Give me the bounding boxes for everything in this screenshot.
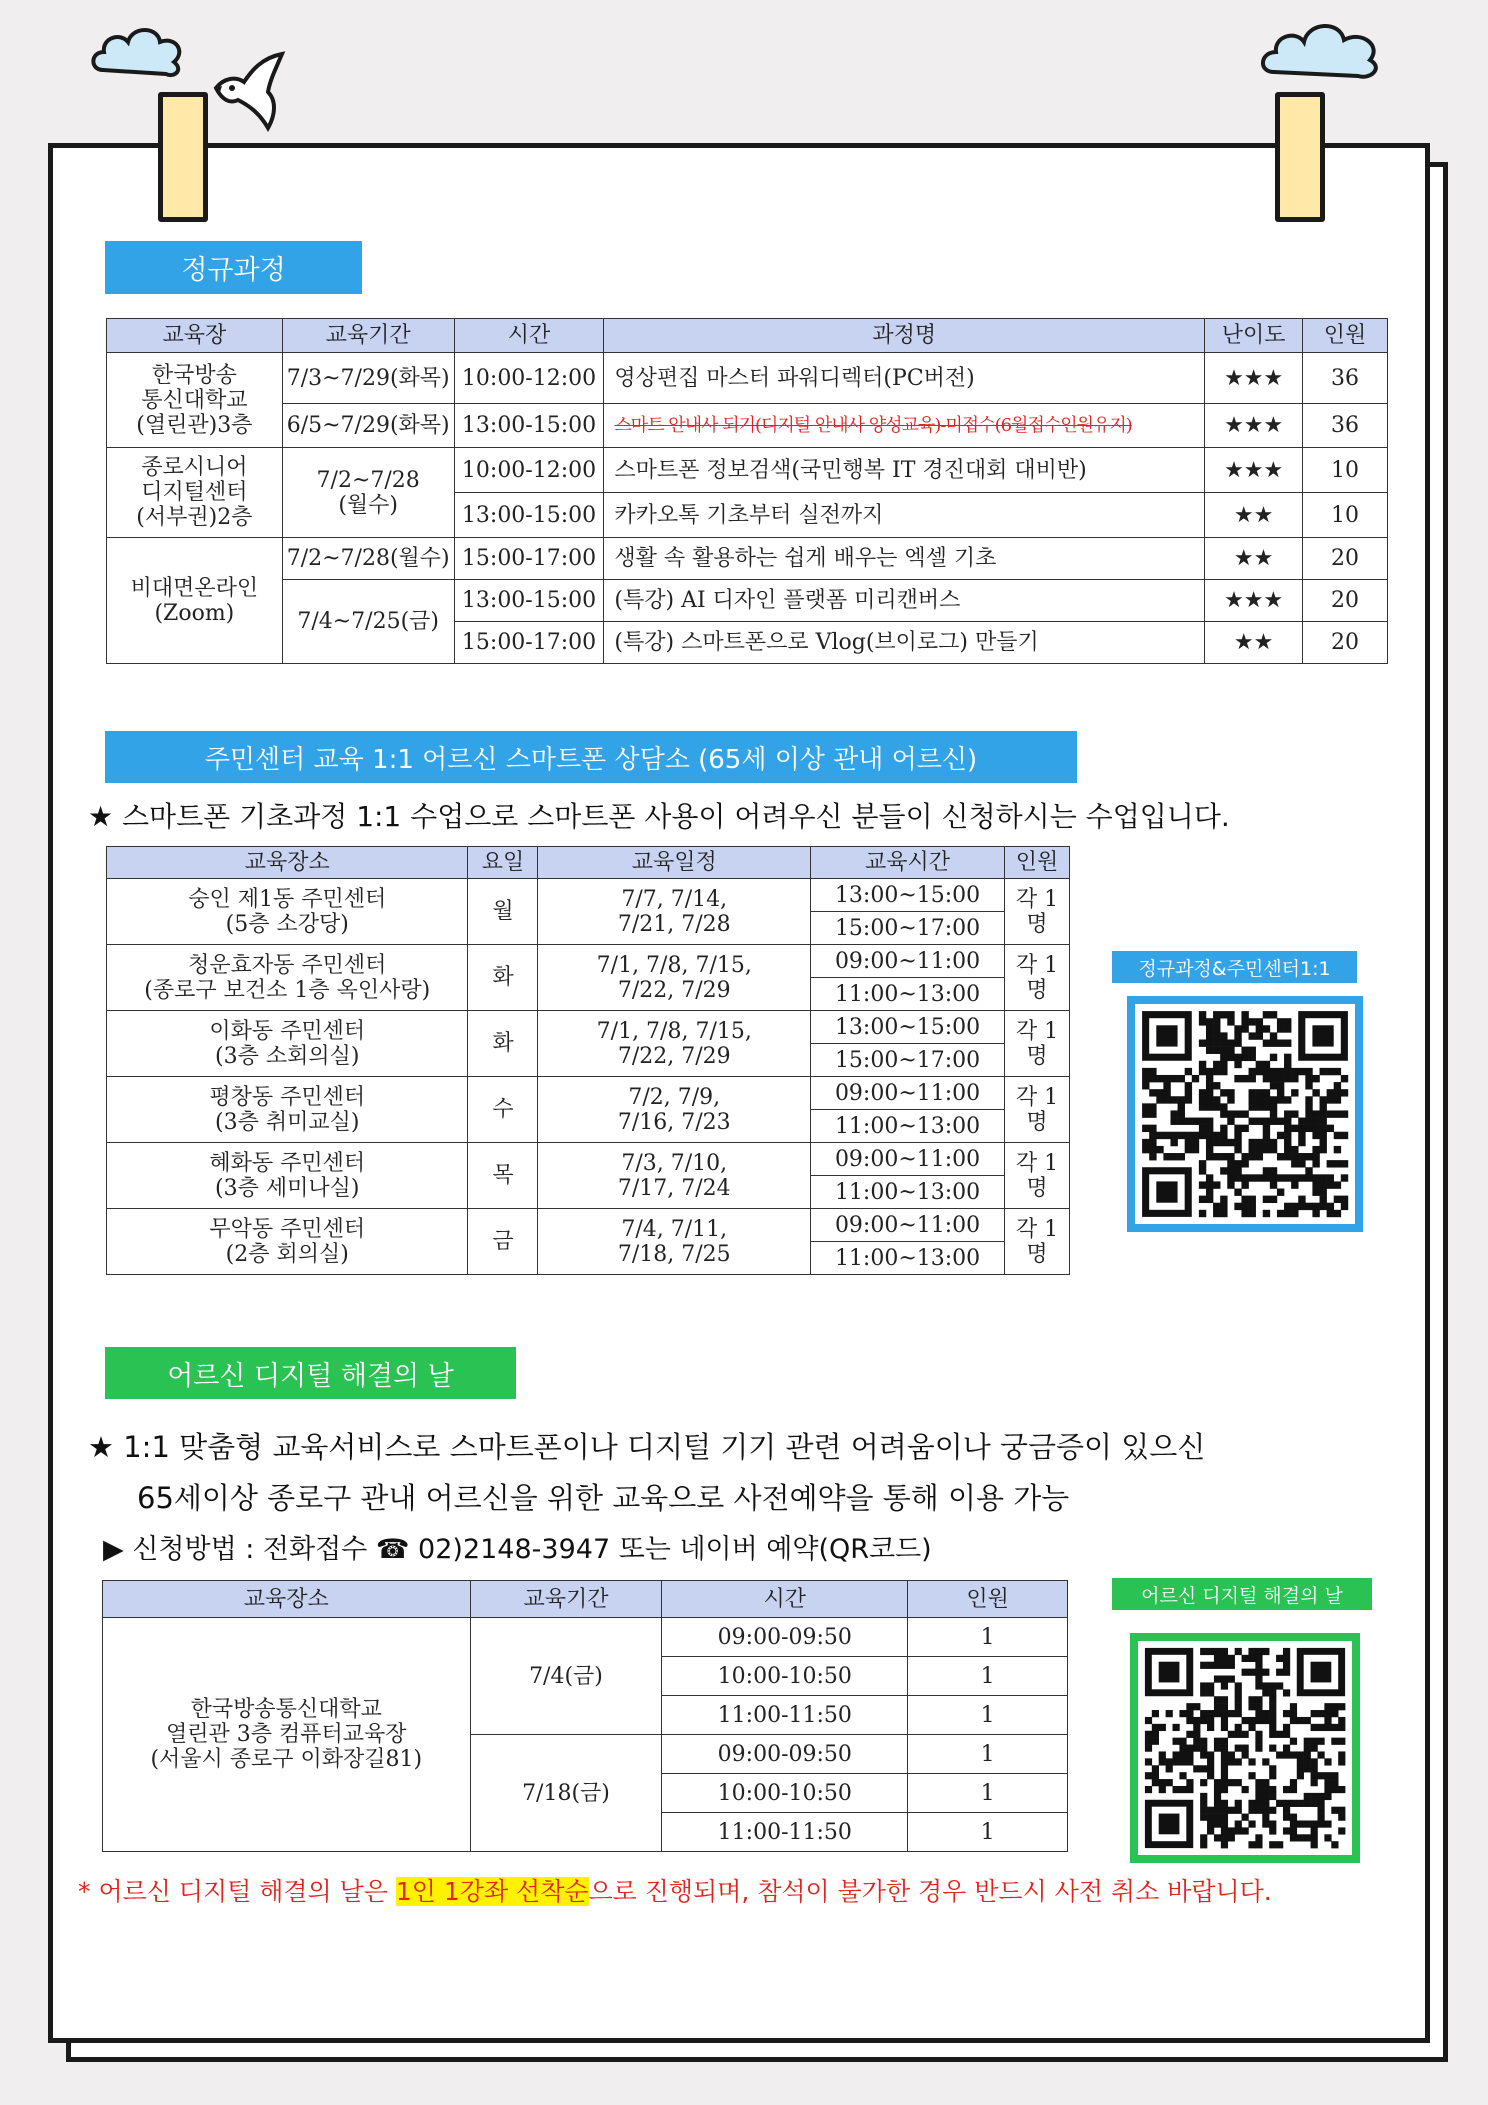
regular-course-table — [106, 318, 1388, 664]
col-header-place: 교육장소 — [107, 847, 468, 879]
col-header-period: 교육기간 — [282, 319, 454, 353]
count-cell: 10 — [1303, 448, 1388, 493]
dates-cell: 7/3, 7/10, 7/17, 7/24 — [538, 1143, 811, 1209]
time-cell: 10:00-10:50 — [662, 1657, 908, 1696]
place-cell: 한국방송통신대학교 열린관 3층 컴퓨터교육장 (서울시 종로구 이화장길81) — [103, 1618, 471, 1852]
digital-day-table — [102, 1580, 1068, 1852]
day-cell: 화 — [468, 1011, 538, 1077]
qr-code-icon[interactable] — [1138, 1641, 1352, 1855]
table-row — [107, 945, 1070, 978]
qr-frame-digital-day — [1130, 1633, 1360, 1863]
time-cell: 11:00~13:00 — [811, 1242, 1005, 1275]
note-highlight: 1인 1강좌 선착순 — [395, 1877, 589, 1906]
col-header-place: 교육장 — [107, 319, 283, 353]
time-cell: 09:00-09:50 — [662, 1618, 908, 1657]
table-row — [107, 404, 1388, 448]
time-cell: 10:00-10:50 — [662, 1774, 908, 1813]
day-cell: 금 — [468, 1209, 538, 1275]
place-cell: 비대면온라인 (Zoom) — [107, 538, 283, 664]
time-cell: 09:00~11:00 — [811, 945, 1005, 978]
level-cell: ★★★ — [1205, 404, 1303, 448]
center-table — [106, 846, 1070, 1275]
table-row — [107, 1077, 1070, 1110]
table-row — [107, 1011, 1070, 1044]
qr-label-regular: 정규과정&주민센터1:1 — [1112, 951, 1357, 983]
course-cell: (특강) AI 디자인 플랫폼 미리캔버스 — [604, 580, 1205, 622]
time-cell: 11:00~13:00 — [811, 1110, 1005, 1143]
place-cell: 한국방송 통신대학교 (열린관)3층 — [107, 353, 283, 448]
table-row — [107, 879, 1070, 912]
table-row — [107, 580, 1388, 622]
level-cell: ★★★ — [1205, 580, 1303, 622]
time-cell: 11:00~13:00 — [811, 978, 1005, 1011]
time-cell: 11:00~13:00 — [811, 1176, 1005, 1209]
dates-cell: 7/1, 7/8, 7/15, 7/22, 7/29 — [538, 945, 811, 1011]
digital-day-line1: ★ 1:1 맞춤형 교육서비스로 스마트폰이나 디지털 기기 관련 어려움이나 궁금증이 있으신 — [88, 1430, 1206, 1464]
count-cell: 20 — [1303, 580, 1388, 622]
period-cell: 7/4~7/25(금) — [282, 580, 454, 664]
count-cell: 각 1명 — [1005, 945, 1070, 1011]
level-cell: ★★ — [1205, 622, 1303, 664]
level-cell: ★★★ — [1205, 448, 1303, 493]
dates-cell: 7/2, 7/9, 7/16, 7/23 — [538, 1077, 811, 1143]
place-cell: 이화동 주민센터 (3층 소회의실) — [107, 1011, 468, 1077]
digital-day-line2: 65세이상 종로구 관내 어르신을 위한 교육으로 사전예약을 통해 이용 가능 — [137, 1481, 1070, 1515]
place-cell: 평창동 주민센터 (3층 취미교실) — [107, 1077, 468, 1143]
place-cell: 무악동 주민센터 (2층 회의실) — [107, 1209, 468, 1275]
course-cell: 영상편집 마스터 파워디렉터(PC버전) — [604, 353, 1205, 404]
count-cell: 각 1명 — [1005, 1209, 1070, 1275]
cloud-right-icon — [1258, 12, 1388, 84]
day-cell: 수 — [468, 1077, 538, 1143]
count-cell: 1 — [908, 1735, 1068, 1774]
count-cell: 20 — [1303, 538, 1388, 580]
col-header-times: 교육시간 — [811, 847, 1005, 879]
count-cell: 36 — [1303, 404, 1388, 448]
place-cell: 숭인 제1동 주민센터 (5층 소강당) — [107, 879, 468, 945]
time-cell: 09:00~11:00 — [811, 1143, 1005, 1176]
count-cell: 10 — [1303, 493, 1388, 538]
count-cell: 각 1명 — [1005, 879, 1070, 945]
col-header-count: 인원 — [908, 1581, 1068, 1618]
count-cell: 1 — [908, 1774, 1068, 1813]
digital-day-title: 어르신 디지털 해결의 날 — [105, 1347, 516, 1399]
col-header-time: 시간 — [662, 1581, 908, 1618]
note-text-pre: * 어르신 디지털 해결의 날은 — [78, 1877, 396, 1906]
time-cell: 15:00~17:00 — [811, 1044, 1005, 1077]
col-header-period: 교육기간 — [470, 1581, 662, 1618]
regular-course-title: 정규과정 — [105, 241, 362, 294]
course-cell: 카카오톡 기초부터 실전까지 — [604, 493, 1205, 538]
dates-cell: 7/7, 7/14, 7/21, 7/28 — [538, 879, 811, 945]
digital-day-apply: ▶ 신청방법 : 전화접수 ☎ 02)2148-3947 또는 네이버 예약(QR코드) — [103, 1534, 932, 1565]
course-cell: 스마트폰 정보검색(국민행복 IT 경진대회 대비반) — [604, 448, 1205, 493]
time-cell: 09:00~11:00 — [811, 1077, 1005, 1110]
bird-icon — [210, 48, 300, 138]
time-cell: 10:00-12:00 — [454, 448, 604, 493]
time-cell: 11:00-11:50 — [662, 1813, 908, 1852]
date-cell: 7/18(금) — [470, 1735, 662, 1852]
date-cell: 7/4(금) — [470, 1618, 662, 1735]
col-header-course: 과정명 — [604, 319, 1205, 353]
count-cell: 각 1명 — [1005, 1011, 1070, 1077]
clothespin-left — [158, 92, 208, 222]
time-cell: 09:00~11:00 — [811, 1209, 1005, 1242]
qr-label-digital-day: 어르신 디지털 해결의 날 — [1112, 1578, 1372, 1610]
dates-cell: 7/4, 7/11, 7/18, 7/25 — [538, 1209, 811, 1275]
dates-cell: 7/1, 7/8, 7/15, 7/22, 7/29 — [538, 1011, 811, 1077]
count-cell: 1 — [908, 1696, 1068, 1735]
col-header-time: 시간 — [454, 319, 604, 353]
col-header-count: 인원 — [1005, 847, 1070, 879]
count-cell: 20 — [1303, 622, 1388, 664]
center-intro: ★ 스마트폰 기초과정 1:1 수업으로 스마트폰 사용이 어려우신 분들이 신청하시는 수업입니다. — [88, 800, 1230, 833]
count-cell: 1 — [908, 1618, 1068, 1657]
col-header-count: 인원 — [1303, 319, 1388, 353]
col-header-level: 난이도 — [1205, 319, 1303, 353]
time-cell: 15:00~17:00 — [811, 912, 1005, 945]
place-cell: 종로시니어 디지털센터 (서부권)2층 — [107, 448, 283, 538]
period-cell: 6/5~7/29(화목) — [282, 404, 454, 448]
level-cell: ★★ — [1205, 493, 1303, 538]
period-cell: 7/3~7/29(화목) — [282, 353, 454, 404]
period-cell: 7/2~7/28 (월수) — [282, 448, 454, 538]
time-cell: 13:00-15:00 — [454, 493, 604, 538]
day-cell: 월 — [468, 879, 538, 945]
qr-frame-regular — [1127, 996, 1363, 1232]
time-cell: 11:00-11:50 — [662, 1696, 908, 1735]
col-header-place: 교육장소 — [103, 1581, 471, 1618]
time-cell: 13:00-15:00 — [454, 404, 604, 448]
table-row — [107, 1143, 1070, 1176]
count-cell: 1 — [908, 1657, 1068, 1696]
period-cell: 7/2~7/28(월수) — [282, 538, 454, 580]
count-cell: 36 — [1303, 353, 1388, 404]
time-cell: 13:00~15:00 — [811, 1011, 1005, 1044]
digital-day-note — [78, 1872, 1272, 1908]
time-cell: 15:00-17:00 — [454, 538, 604, 580]
col-header-day: 요일 — [468, 847, 538, 879]
note-text-post: 으로 진행되며, 참석이 불가한 경우 반드시 사전 취소 바랍니다. — [588, 1877, 1272, 1906]
course-cell-closed: 스마트 안내사 되기(디지털 안내사 양성교육)-미접수(6월접수인원유지) — [604, 404, 1205, 448]
course-cell: (특강) 스마트폰으로 Vlog(브이로그) 만들기 — [604, 622, 1205, 664]
count-cell: 1 — [908, 1813, 1068, 1852]
day-cell: 화 — [468, 945, 538, 1011]
time-cell: 13:00~15:00 — [811, 879, 1005, 912]
col-header-dates: 교육일정 — [538, 847, 811, 879]
day-cell: 목 — [468, 1143, 538, 1209]
table-row — [103, 1618, 1068, 1657]
table-row — [107, 353, 1388, 404]
qr-code-icon[interactable] — [1135, 1004, 1355, 1224]
time-cell: 15:00-17:00 — [454, 622, 604, 664]
course-cell: 생활 속 활용하는 쉽게 배우는 엑셀 기초 — [604, 538, 1205, 580]
count-cell: 각 1명 — [1005, 1077, 1070, 1143]
time-cell: 10:00-12:00 — [454, 353, 604, 404]
clothespin-right — [1275, 92, 1325, 222]
table-row — [107, 448, 1388, 493]
place-cell: 혜화동 주민센터 (3층 세미나실) — [107, 1143, 468, 1209]
time-cell: 09:00-09:50 — [662, 1735, 908, 1774]
cloud-left-icon — [88, 18, 188, 82]
table-row — [107, 538, 1388, 580]
time-cell: 13:00-15:00 — [454, 580, 604, 622]
level-cell: ★★★ — [1205, 353, 1303, 404]
level-cell: ★★ — [1205, 538, 1303, 580]
table-row — [107, 1209, 1070, 1242]
count-cell: 각 1명 — [1005, 1143, 1070, 1209]
center-course-title: 주민센터 교육 1:1 어르신 스마트폰 상담소 (65세 이상 관내 어르신) — [105, 731, 1077, 783]
place-cell: 청운효자동 주민센터 (종로구 보건소 1층 옥인사랑) — [107, 945, 468, 1011]
